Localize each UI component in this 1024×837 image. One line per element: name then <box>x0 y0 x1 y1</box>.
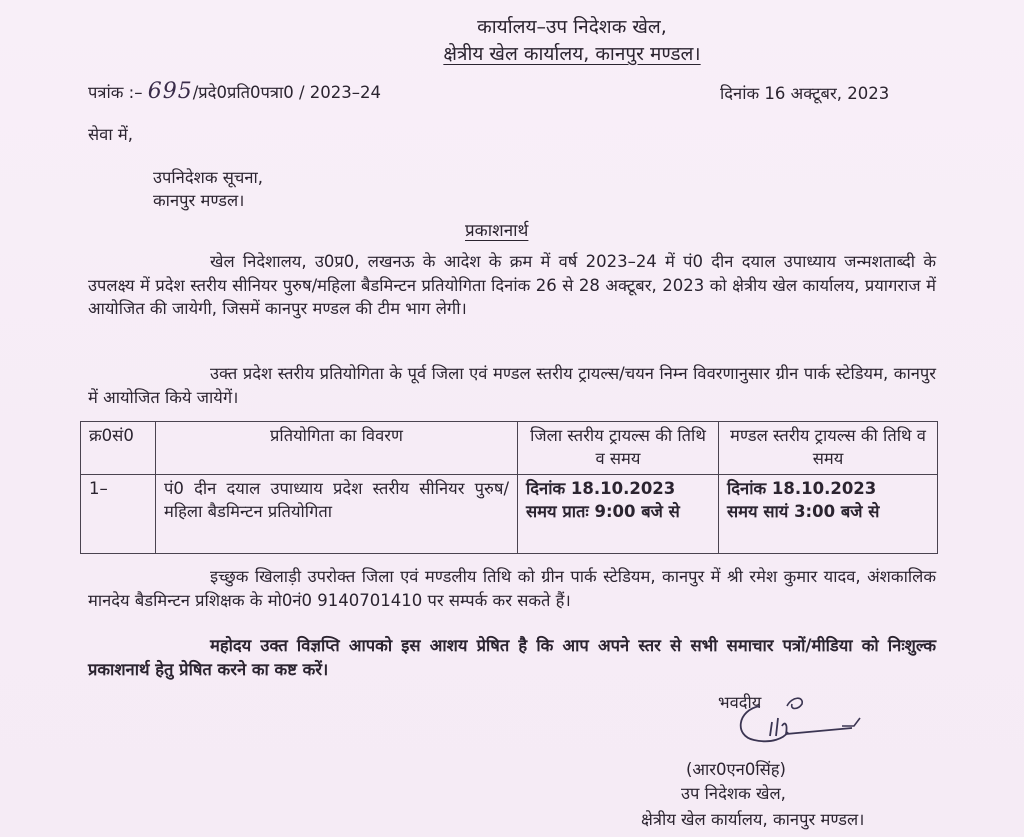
cell-district-trials <box>518 475 719 554</box>
header-serial: क्र0सं0 <box>81 422 156 475</box>
signatory-office: क्षेत्रीय खेल कार्यालय, कानपुर मण्डल। <box>641 810 865 829</box>
reference-suffix: /प्रदे0प्रति0पत्रा0 / 2023–24 <box>192 83 382 102</box>
cell-division-trials <box>719 475 938 554</box>
paragraph-2 <box>88 362 936 409</box>
office-header-line2 <box>60 40 1024 66</box>
subject-title: प्रकाशनार्थ <box>465 221 529 241</box>
header-district-trials: जिला स्तरीय ट्रायल्स की तिथि व समय <box>518 422 719 475</box>
recipient-line1: उपनिदेशक सूचना, <box>153 168 264 187</box>
closing-text: भवदीय <box>718 693 762 712</box>
division-time: समय सायं 3:00 बजे से <box>727 502 880 521</box>
header-division-trials: मण्डल स्तरीय ट्रायल्स की तिथि व समय <box>719 422 938 475</box>
recipient-line2: कानपुर मण्डल। <box>153 191 245 210</box>
cell-description: पं0 दीन दयाल उपाध्याय प्रदेश स्तरीय सीनियर पुरुष/महिला बैडमिन्टन प्रतियोगिता <box>156 475 518 554</box>
signatory-designation: उप निदेशक खेल, <box>681 784 786 803</box>
paragraph-3-text: इच्छुक खिलाड़ी उपरोक्त जिला एवं मण्डलीय तिथि को ग्रीन पार्क स्टेडियम, कानपुर में श्री रमेश कुमार यादव, अंशकालिक मानदेय बैडमिन्टन प्रशिक्षक के मो0नं0 9140701410 पर सम्पर्क कर सकते हैं। <box>88 567 936 610</box>
table-header-row <box>81 422 938 475</box>
table-row <box>81 475 938 554</box>
paragraph-1 <box>88 250 936 321</box>
paragraph-4 <box>88 634 936 681</box>
handwritten-number: 695 <box>147 79 193 104</box>
reference-label: पत्रांक :– <box>88 83 143 102</box>
header-description: प्रतियोगिता का विवरण <box>156 422 518 475</box>
office-header-line2-text: क्षेत्रीय खेल कार्यालय, कानपुर मण्डल। <box>443 43 701 65</box>
office-header-line1: कार्यालय–उप निदेशक खेल, <box>477 16 667 38</box>
district-time: समय प्रातः 9:00 बजे से <box>526 502 680 521</box>
paragraph-1-text: खेल निदेशालय, उ0प्र0, लखनऊ के आदेश के क्रम में वर्ष 2023–24 में पं0 दीन दयाल उपाध्याय जन्मशताब्दी के उपलक्ष्य में प्रदेश स्तरीय सीनियर पुरुष/महिला बैडमिन्टन प्रतियोगिता दिनांक 26 से 28 अक्टूबर, 2023 को क्षेत्रीय खेल कार्यालय, प्रयागराज में आयोजित की जायेगी, जिसमें कानपुर मण्डल की टीम भाग लेगी। <box>88 252 936 318</box>
district-date: दिनांक 18.10.2023 <box>526 479 676 498</box>
schedule-table <box>80 421 938 554</box>
paragraph-3 <box>88 565 936 612</box>
salutation: सेवा में, <box>88 125 133 144</box>
paragraph-4-text: महोदय उक्त विज्ञप्ति आपको इस आशय प्रेषित है कि आप अपने स्तर से सभी समाचार पत्रों/मीडिया को निःशुल्क प्रकाशनार्थ हेतु प्रेषित करने का कष्ट करें। <box>88 636 936 679</box>
reference-number <box>88 79 381 104</box>
letter-date: दिनांक 16 अक्टूबर, 2023 <box>720 84 890 103</box>
paragraph-2-text: उक्त प्रदेश स्तरीय प्रतियोगिता के पूर्व जिला एवं मण्डल स्तरीय ट्रायल्स/चयन निम्न विवरणानुसार ग्रीन पार्क स्टेडियम, कानपुर में आयोजित किये जायेगें। <box>88 364 936 407</box>
division-date: दिनांक 18.10.2023 <box>727 479 877 498</box>
cell-serial: 1– <box>81 475 156 554</box>
signatory-name: (आर0एन0सिंह) <box>686 760 786 779</box>
signature-icon <box>732 688 932 748</box>
